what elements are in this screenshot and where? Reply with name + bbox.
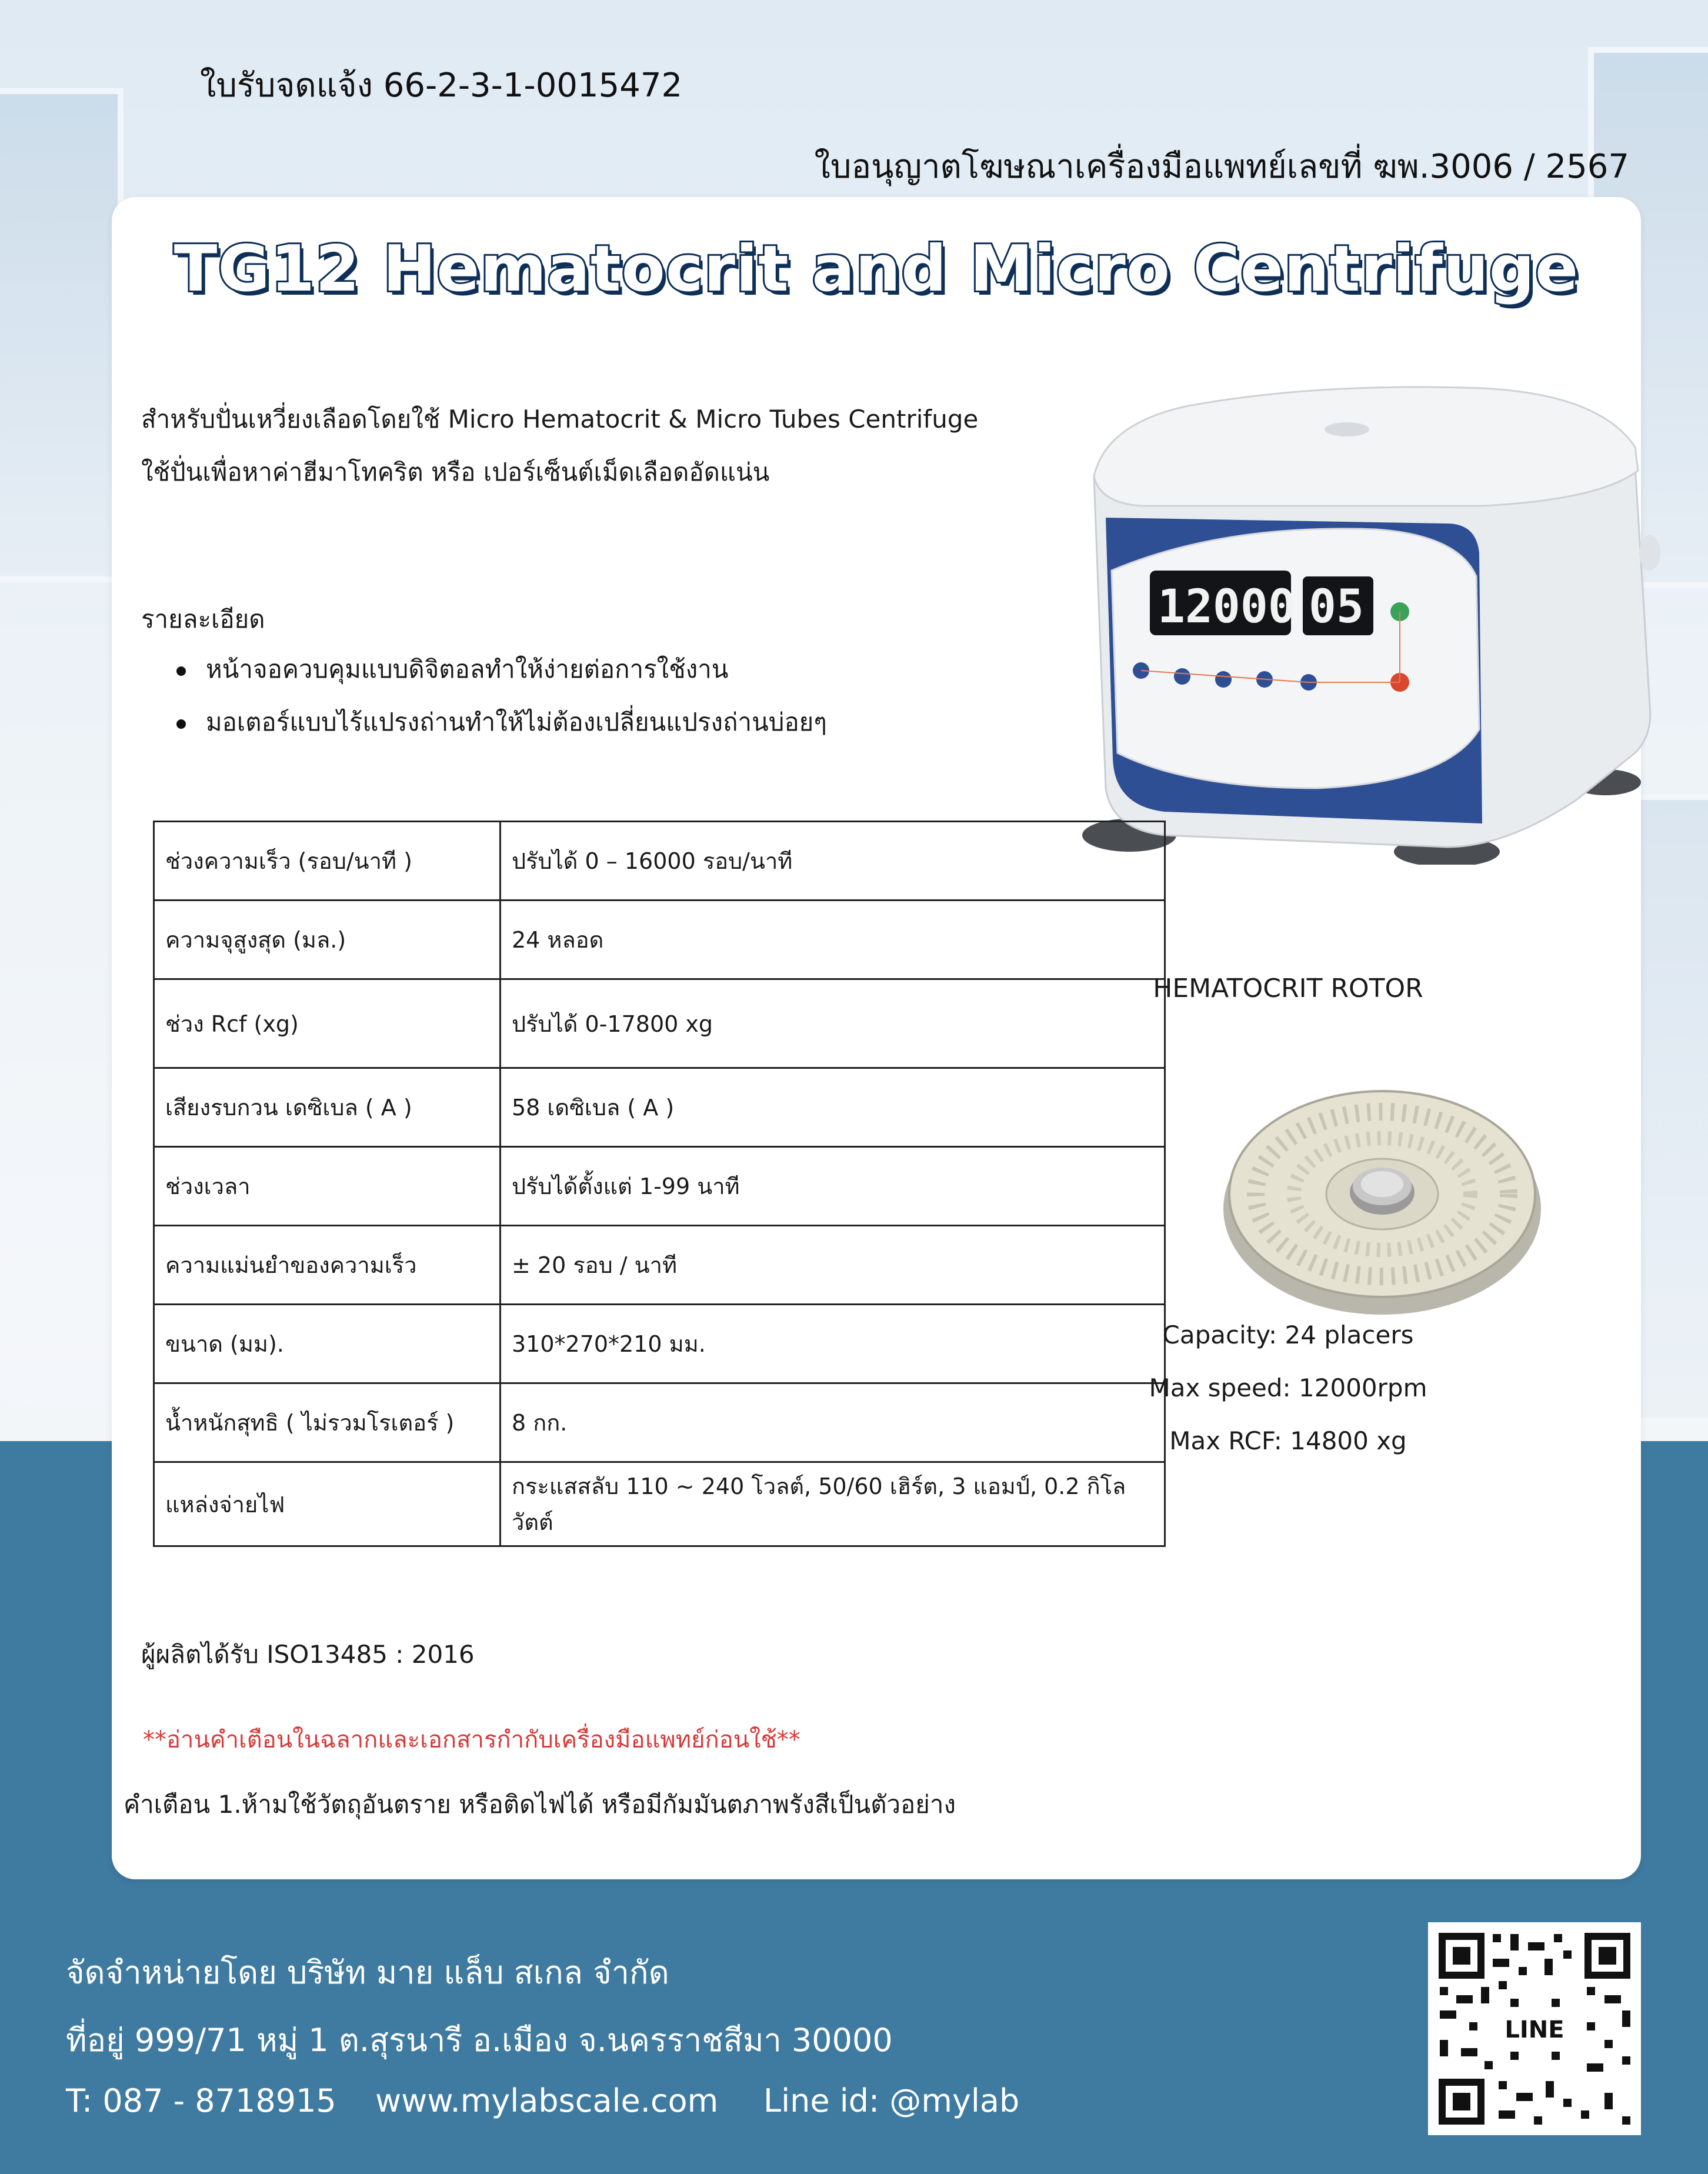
feature-text: มอเตอร์แบบไร้แปรงถ่านทำให้ไม่ต้องเปลี่ยนแปรงถ่านบ่อยๆ bbox=[206, 708, 827, 736]
display-speed: 12000 bbox=[1157, 581, 1296, 633]
spec-value: 310*270*210 มม. bbox=[501, 1305, 1165, 1383]
distributor: จัดจำหน่ายโดย บริษัท มาย แล็บ สเกล จำกัด bbox=[66, 1954, 669, 1991]
table-row bbox=[154, 1068, 1165, 1147]
feature-bullet bbox=[176, 650, 729, 689]
intro-line-2: ใช้ปั่นเพื่อหาค่าฮีมาโทคริต หรือ เปอร์เซ็นต์เม็ดเลือดอัดแน่น bbox=[141, 458, 770, 486]
qr-line-label: LINE bbox=[1504, 2016, 1564, 2043]
table-row bbox=[154, 901, 1165, 979]
spec-value: ปรับได้ 0-17800 xg bbox=[501, 979, 1165, 1068]
spec-value: กระแสสลับ 110 ~ 240 โวลต์, 50/60 เฮิร์ต, 3 แอมป์, 0.2 กิโลวัตต์ bbox=[501, 1462, 1165, 1546]
feature-text: หน้าจอควบคุมแบบดิจิตอลทำให้ง่ายต่อการใช้งาน bbox=[206, 655, 729, 683]
background-window bbox=[0, 88, 124, 582]
rotor-max-rcf: Max RCF: 14800 xg bbox=[1169, 1426, 1407, 1455]
centrifuge-image bbox=[1070, 376, 1664, 865]
table-row bbox=[154, 1226, 1165, 1305]
ad-license-number: ใบอนุญาตโฆษณาเครื่องมือแพทย์เลขที่ ฆพ.3006 / 2567 bbox=[814, 148, 1629, 186]
spec-label: ช่วง Rcf (xg) bbox=[154, 979, 501, 1068]
details-heading: รายละเอียด bbox=[141, 605, 265, 633]
caution-text: คำเตือน 1.ห้ามใช้วัตถุอันตราย หรือติดไฟได้ หรือมีกัมมันตภาพรังสีเป็นตัวอย่าง bbox=[124, 1790, 956, 1819]
bullet-icon bbox=[176, 719, 186, 729]
spec-label: ความแม่นยำของความเร็ว bbox=[154, 1226, 501, 1305]
registration-number: ใบรับจดแจ้ง 66-2-3-1-0015472 bbox=[200, 66, 683, 105]
spec-value: ปรับได้ 0 – 16000 รอบ/นาที bbox=[501, 822, 1165, 901]
line-id: Line id: @mylab bbox=[763, 2082, 1020, 2119]
product-card bbox=[112, 197, 1641, 1879]
line-qr-code[interactable] bbox=[1428, 1922, 1641, 2135]
rotor-image bbox=[1217, 1062, 1547, 1321]
spec-label: น้ำหนักสุทธิ ( ไม่รวมโรเตอร์ ) bbox=[154, 1383, 501, 1462]
spec-value: 8 กก. bbox=[501, 1383, 1165, 1462]
spec-label: ความจุสูงสุด (มล.) bbox=[154, 901, 501, 979]
website-link[interactable]: www.mylabscale.com bbox=[375, 2082, 719, 2119]
spec-label: เสียงรบกวน เดซิเบล ( A ) bbox=[154, 1068, 501, 1147]
table-row bbox=[154, 1305, 1165, 1383]
rotor-title: HEMATOCRIT ROTOR bbox=[1153, 973, 1423, 1003]
table-row bbox=[154, 1383, 1165, 1462]
product-title: TG12 Hematocrit and Micro Centrifuge bbox=[174, 232, 1579, 306]
table-row bbox=[154, 822, 1165, 901]
display-time: 05 bbox=[1309, 581, 1364, 633]
spec-value: 24 หลอด bbox=[501, 901, 1165, 979]
table-row bbox=[154, 1462, 1165, 1546]
spec-label: ขนาด (มม). bbox=[154, 1305, 501, 1383]
certification: ผู้ผลิตได้รับ ISO13485 : 2016 bbox=[141, 1640, 475, 1669]
table-row bbox=[154, 1147, 1165, 1226]
rotor-capacity: Capacity: 24 placers bbox=[1162, 1321, 1414, 1349]
feature-bullet bbox=[176, 703, 827, 742]
spec-table bbox=[153, 821, 1166, 1547]
spec-label: แหล่งจ่ายไฟ bbox=[154, 1462, 501, 1546]
bullet-icon bbox=[176, 666, 186, 676]
table-row bbox=[154, 979, 1165, 1068]
spec-label: ช่วงเวลา bbox=[154, 1147, 501, 1226]
spec-value: 58 เดซิเบล ( A ) bbox=[501, 1068, 1165, 1147]
phone: T: 087 - 8718915 bbox=[66, 2082, 336, 2119]
rotor-max-speed: Max speed: 12000rpm bbox=[1149, 1373, 1427, 1402]
address: ที่อยู่ 999/71 หมู่ 1 ต.สุรนารี อ.เมือง จ.นครราชสีมา 30000 bbox=[66, 2022, 893, 2059]
spec-value: ปรับได้ตั้งแต่ 1-99 นาที bbox=[501, 1147, 1165, 1226]
spec-label: ช่วงความเร็ว (รอบ/นาที ) bbox=[154, 822, 501, 901]
intro-line-1: สำหรับปั่นเหวี่ยงเลือดโดยใช้ Micro Hematocrit & Micro Tubes Centrifuge bbox=[141, 405, 979, 434]
spec-value: ± 20 รอบ / นาที bbox=[501, 1226, 1165, 1305]
warning-red: **อ่านคำเตือนในฉลากและเอกสารกำกับเครื่องมือแพทย์ก่อนใช้** bbox=[143, 1726, 800, 1753]
